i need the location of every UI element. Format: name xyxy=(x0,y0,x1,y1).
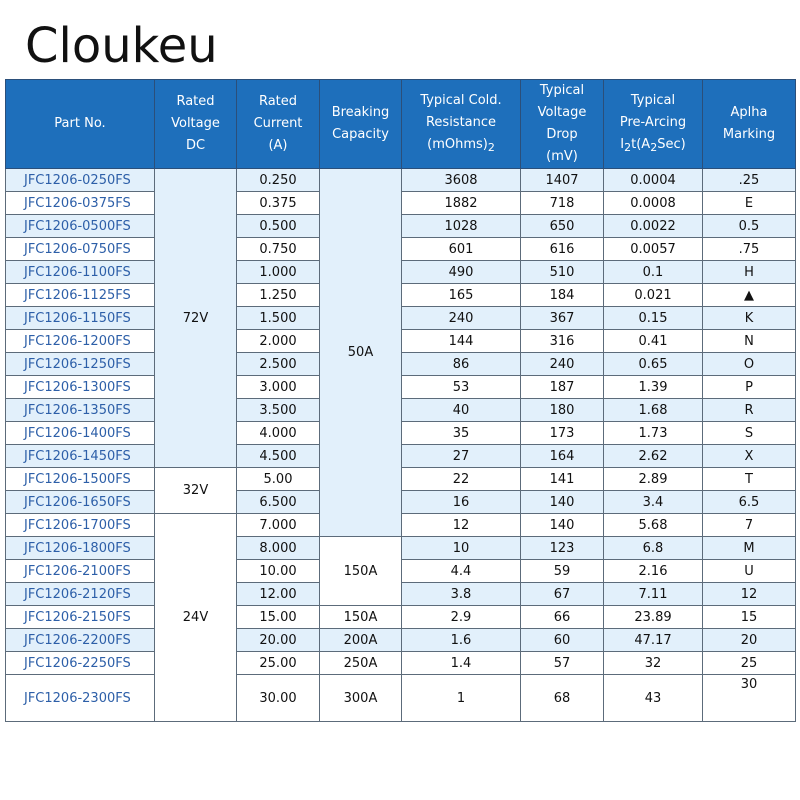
arcing-cell: 23.89 xyxy=(604,606,703,629)
drop-cell: 718 xyxy=(521,192,604,215)
marking-cell: P xyxy=(703,376,796,399)
header-pre-arcing: Typical Pre-Arcing $I_2t(A_2Sec)$ xyxy=(604,80,703,169)
current-cell: 3.500 xyxy=(237,399,320,422)
part-number: JFC1206-1150FS xyxy=(6,307,155,330)
marking-cell: 30 xyxy=(703,675,796,722)
part-number: JFC1206-0500FS xyxy=(6,215,155,238)
current-cell: 0.375 xyxy=(237,192,320,215)
arcing-cell: 0.0057 xyxy=(604,238,703,261)
part-number: JFC1206-2120FS xyxy=(6,583,155,606)
part-number: JFC1206-0750FS xyxy=(6,238,155,261)
resistance-cell: 165 xyxy=(402,284,521,307)
arcing-cell: 0.41 xyxy=(604,330,703,353)
table-row xyxy=(6,169,796,192)
arcing-cell: 1.68 xyxy=(604,399,703,422)
drop-cell: 140 xyxy=(521,491,604,514)
drop-cell: 316 xyxy=(521,330,604,353)
breaking-cell-150a: 150A xyxy=(320,537,402,606)
arcing-cell: 1.73 xyxy=(604,422,703,445)
resistance-cell: 22 xyxy=(402,468,521,491)
resistance-cell: 12 xyxy=(402,514,521,537)
arcing-cell: 7.11 xyxy=(604,583,703,606)
resistance-cell: 27 xyxy=(402,445,521,468)
table-row xyxy=(6,675,796,722)
drop-cell: 67 xyxy=(521,583,604,606)
part-number: JFC1206-2200FS xyxy=(6,629,155,652)
current-cell: 10.00 xyxy=(237,560,320,583)
resistance-cell: 1 xyxy=(402,675,521,722)
current-cell: 3.000 xyxy=(237,376,320,399)
breaking-cell-200a: 200A xyxy=(320,629,402,652)
current-cell: 20.00 xyxy=(237,629,320,652)
marking-cell: 20 xyxy=(703,629,796,652)
resistance-cell: 490 xyxy=(402,261,521,284)
marking-cell: K xyxy=(703,307,796,330)
resistance-cell: 86 xyxy=(402,353,521,376)
current-cell: 25.00 xyxy=(237,652,320,675)
current-cell: 2.000 xyxy=(237,330,320,353)
arcing-cell: 0.021 xyxy=(604,284,703,307)
resistance-cell: 1882 xyxy=(402,192,521,215)
arcing-cell: 2.62 xyxy=(604,445,703,468)
drop-cell: 510 xyxy=(521,261,604,284)
header-breaking-capacity: Breaking Capacity xyxy=(320,80,402,169)
part-number: JFC1206-2150FS xyxy=(6,606,155,629)
arcing-cell: 0.0004 xyxy=(604,169,703,192)
marking-cell: R xyxy=(703,399,796,422)
part-number: JFC1206-1650FS xyxy=(6,491,155,514)
current-cell: 0.750 xyxy=(237,238,320,261)
drop-cell: 123 xyxy=(521,537,604,560)
resistance-cell: 1.4 xyxy=(402,652,521,675)
part-number: JFC1206-2100FS xyxy=(6,560,155,583)
part-number: JFC1206-0250FS xyxy=(6,169,155,192)
table-row xyxy=(6,629,796,652)
drop-cell: 140 xyxy=(521,514,604,537)
part-number: JFC1206-1700FS xyxy=(6,514,155,537)
part-number: JFC1206-2300FS xyxy=(6,675,155,722)
voltage-cell-72v: 72V xyxy=(155,169,237,468)
current-cell: 1.250 xyxy=(237,284,320,307)
resistance-cell: 40 xyxy=(402,399,521,422)
arcing-cell: 0.15 xyxy=(604,307,703,330)
arcing-cell: 43 xyxy=(604,675,703,722)
resistance-cell: 601 xyxy=(402,238,521,261)
drop-cell: 240 xyxy=(521,353,604,376)
header-cold-resistance: Typical Cold. Resistance $(mOhms)_2$ xyxy=(402,80,521,169)
marking-cell: N xyxy=(703,330,796,353)
drop-cell: 187 xyxy=(521,376,604,399)
header-rated-current: Rated Current (A) xyxy=(237,80,320,169)
arcing-cell: 2.16 xyxy=(604,560,703,583)
marking-cell: X xyxy=(703,445,796,468)
current-cell: 5.00 xyxy=(237,468,320,491)
drop-cell: 66 xyxy=(521,606,604,629)
drop-cell: 164 xyxy=(521,445,604,468)
marking-cell: 6.5 xyxy=(703,491,796,514)
drop-cell: 1407 xyxy=(521,169,604,192)
brand-logo-text: Cloukeu xyxy=(25,18,218,74)
resistance-cell: 2.9 xyxy=(402,606,521,629)
drop-cell: 367 xyxy=(521,307,604,330)
resistance-cell: 10 xyxy=(402,537,521,560)
current-cell: 0.500 xyxy=(237,215,320,238)
current-cell: 8.000 xyxy=(237,537,320,560)
resistance-cell: 240 xyxy=(402,307,521,330)
current-cell: 1.500 xyxy=(237,307,320,330)
breaking-cell-250a: 250A xyxy=(320,652,402,675)
marking-cell: O xyxy=(703,353,796,376)
header-rated-voltage: Rated Voltage DC xyxy=(155,80,237,169)
arcing-cell: 1.39 xyxy=(604,376,703,399)
part-number: JFC1206-1500FS xyxy=(6,468,155,491)
header-part-no: Part No. xyxy=(6,80,155,169)
current-cell: 15.00 xyxy=(237,606,320,629)
marking-cell: 7 xyxy=(703,514,796,537)
arcing-cell: 6.8 xyxy=(604,537,703,560)
resistance-cell: 53 xyxy=(402,376,521,399)
marking-cell: T xyxy=(703,468,796,491)
voltage-cell-24v: 24V xyxy=(155,514,237,722)
header-alpha-marking: Aplha Marking xyxy=(703,80,796,169)
drop-cell: 68 xyxy=(521,675,604,722)
marking-cell: 12 xyxy=(703,583,796,606)
breaking-cell-150a-2: 150A xyxy=(320,606,402,629)
header-voltage-drop: Typical Voltage Drop (mV) xyxy=(521,80,604,169)
table-row xyxy=(6,537,796,560)
current-cell: 1.000 xyxy=(237,261,320,284)
current-cell: 4.500 xyxy=(237,445,320,468)
drop-cell: 180 xyxy=(521,399,604,422)
current-cell: 30.00 xyxy=(237,675,320,722)
arcing-cell: 0.0022 xyxy=(604,215,703,238)
arcing-cell: 47.17 xyxy=(604,629,703,652)
part-number: JFC1206-1800FS xyxy=(6,537,155,560)
current-cell: 6.500 xyxy=(237,491,320,514)
resistance-cell: 35 xyxy=(402,422,521,445)
drop-cell: 184 xyxy=(521,284,604,307)
drop-cell: 141 xyxy=(521,468,604,491)
current-cell: 7.000 xyxy=(237,514,320,537)
part-number: JFC1206-1250FS xyxy=(6,353,155,376)
drop-cell: 650 xyxy=(521,215,604,238)
voltage-cell-32v: 32V xyxy=(155,468,237,514)
drop-cell: 173 xyxy=(521,422,604,445)
marking-cell: E xyxy=(703,192,796,215)
drop-cell: 57 xyxy=(521,652,604,675)
resistance-cell: 16 xyxy=(402,491,521,514)
arcing-cell: 5.68 xyxy=(604,514,703,537)
breaking-cell-300a: 300A xyxy=(320,675,402,722)
part-number: JFC1206-1400FS xyxy=(6,422,155,445)
part-number: JFC1206-1100FS xyxy=(6,261,155,284)
current-cell: 12.00 xyxy=(237,583,320,606)
table-header-row xyxy=(6,80,796,169)
marking-cell: 25 xyxy=(703,652,796,675)
resistance-cell: 4.4 xyxy=(402,560,521,583)
part-number: JFC1206-1300FS xyxy=(6,376,155,399)
marking-cell: ▲ xyxy=(703,284,796,307)
fuse-spec-table xyxy=(5,79,796,722)
drop-cell: 616 xyxy=(521,238,604,261)
marking-cell: U xyxy=(703,560,796,583)
resistance-cell: 144 xyxy=(402,330,521,353)
marking-cell: .25 xyxy=(703,169,796,192)
drop-cell: 60 xyxy=(521,629,604,652)
marking-cell: S xyxy=(703,422,796,445)
arcing-cell: 32 xyxy=(604,652,703,675)
table-row xyxy=(6,652,796,675)
marking-cell: H xyxy=(703,261,796,284)
arcing-cell: 3.4 xyxy=(604,491,703,514)
drop-cell: 59 xyxy=(521,560,604,583)
part-number: JFC1206-1350FS xyxy=(6,399,155,422)
part-number: JFC1206-1200FS xyxy=(6,330,155,353)
arcing-cell: 2.89 xyxy=(604,468,703,491)
arcing-cell: 0.0008 xyxy=(604,192,703,215)
resistance-cell: 1.6 xyxy=(402,629,521,652)
table-row xyxy=(6,606,796,629)
marking-cell: .75 xyxy=(703,238,796,261)
current-cell: 2.500 xyxy=(237,353,320,376)
part-number: JFC1206-1125FS xyxy=(6,284,155,307)
arcing-cell: 0.1 xyxy=(604,261,703,284)
marking-cell: 15 xyxy=(703,606,796,629)
part-number: JFC1206-0375FS xyxy=(6,192,155,215)
current-cell: 4.000 xyxy=(237,422,320,445)
breaking-cell-50a: 50A xyxy=(320,169,402,537)
resistance-cell: 1028 xyxy=(402,215,521,238)
part-number: JFC1206-1450FS xyxy=(6,445,155,468)
part-number: JFC1206-2250FS xyxy=(6,652,155,675)
resistance-cell: 3608 xyxy=(402,169,521,192)
marking-cell: M xyxy=(703,537,796,560)
current-cell: 0.250 xyxy=(237,169,320,192)
arcing-cell: 0.65 xyxy=(604,353,703,376)
marking-cell: 0.5 xyxy=(703,215,796,238)
resistance-cell: 3.8 xyxy=(402,583,521,606)
